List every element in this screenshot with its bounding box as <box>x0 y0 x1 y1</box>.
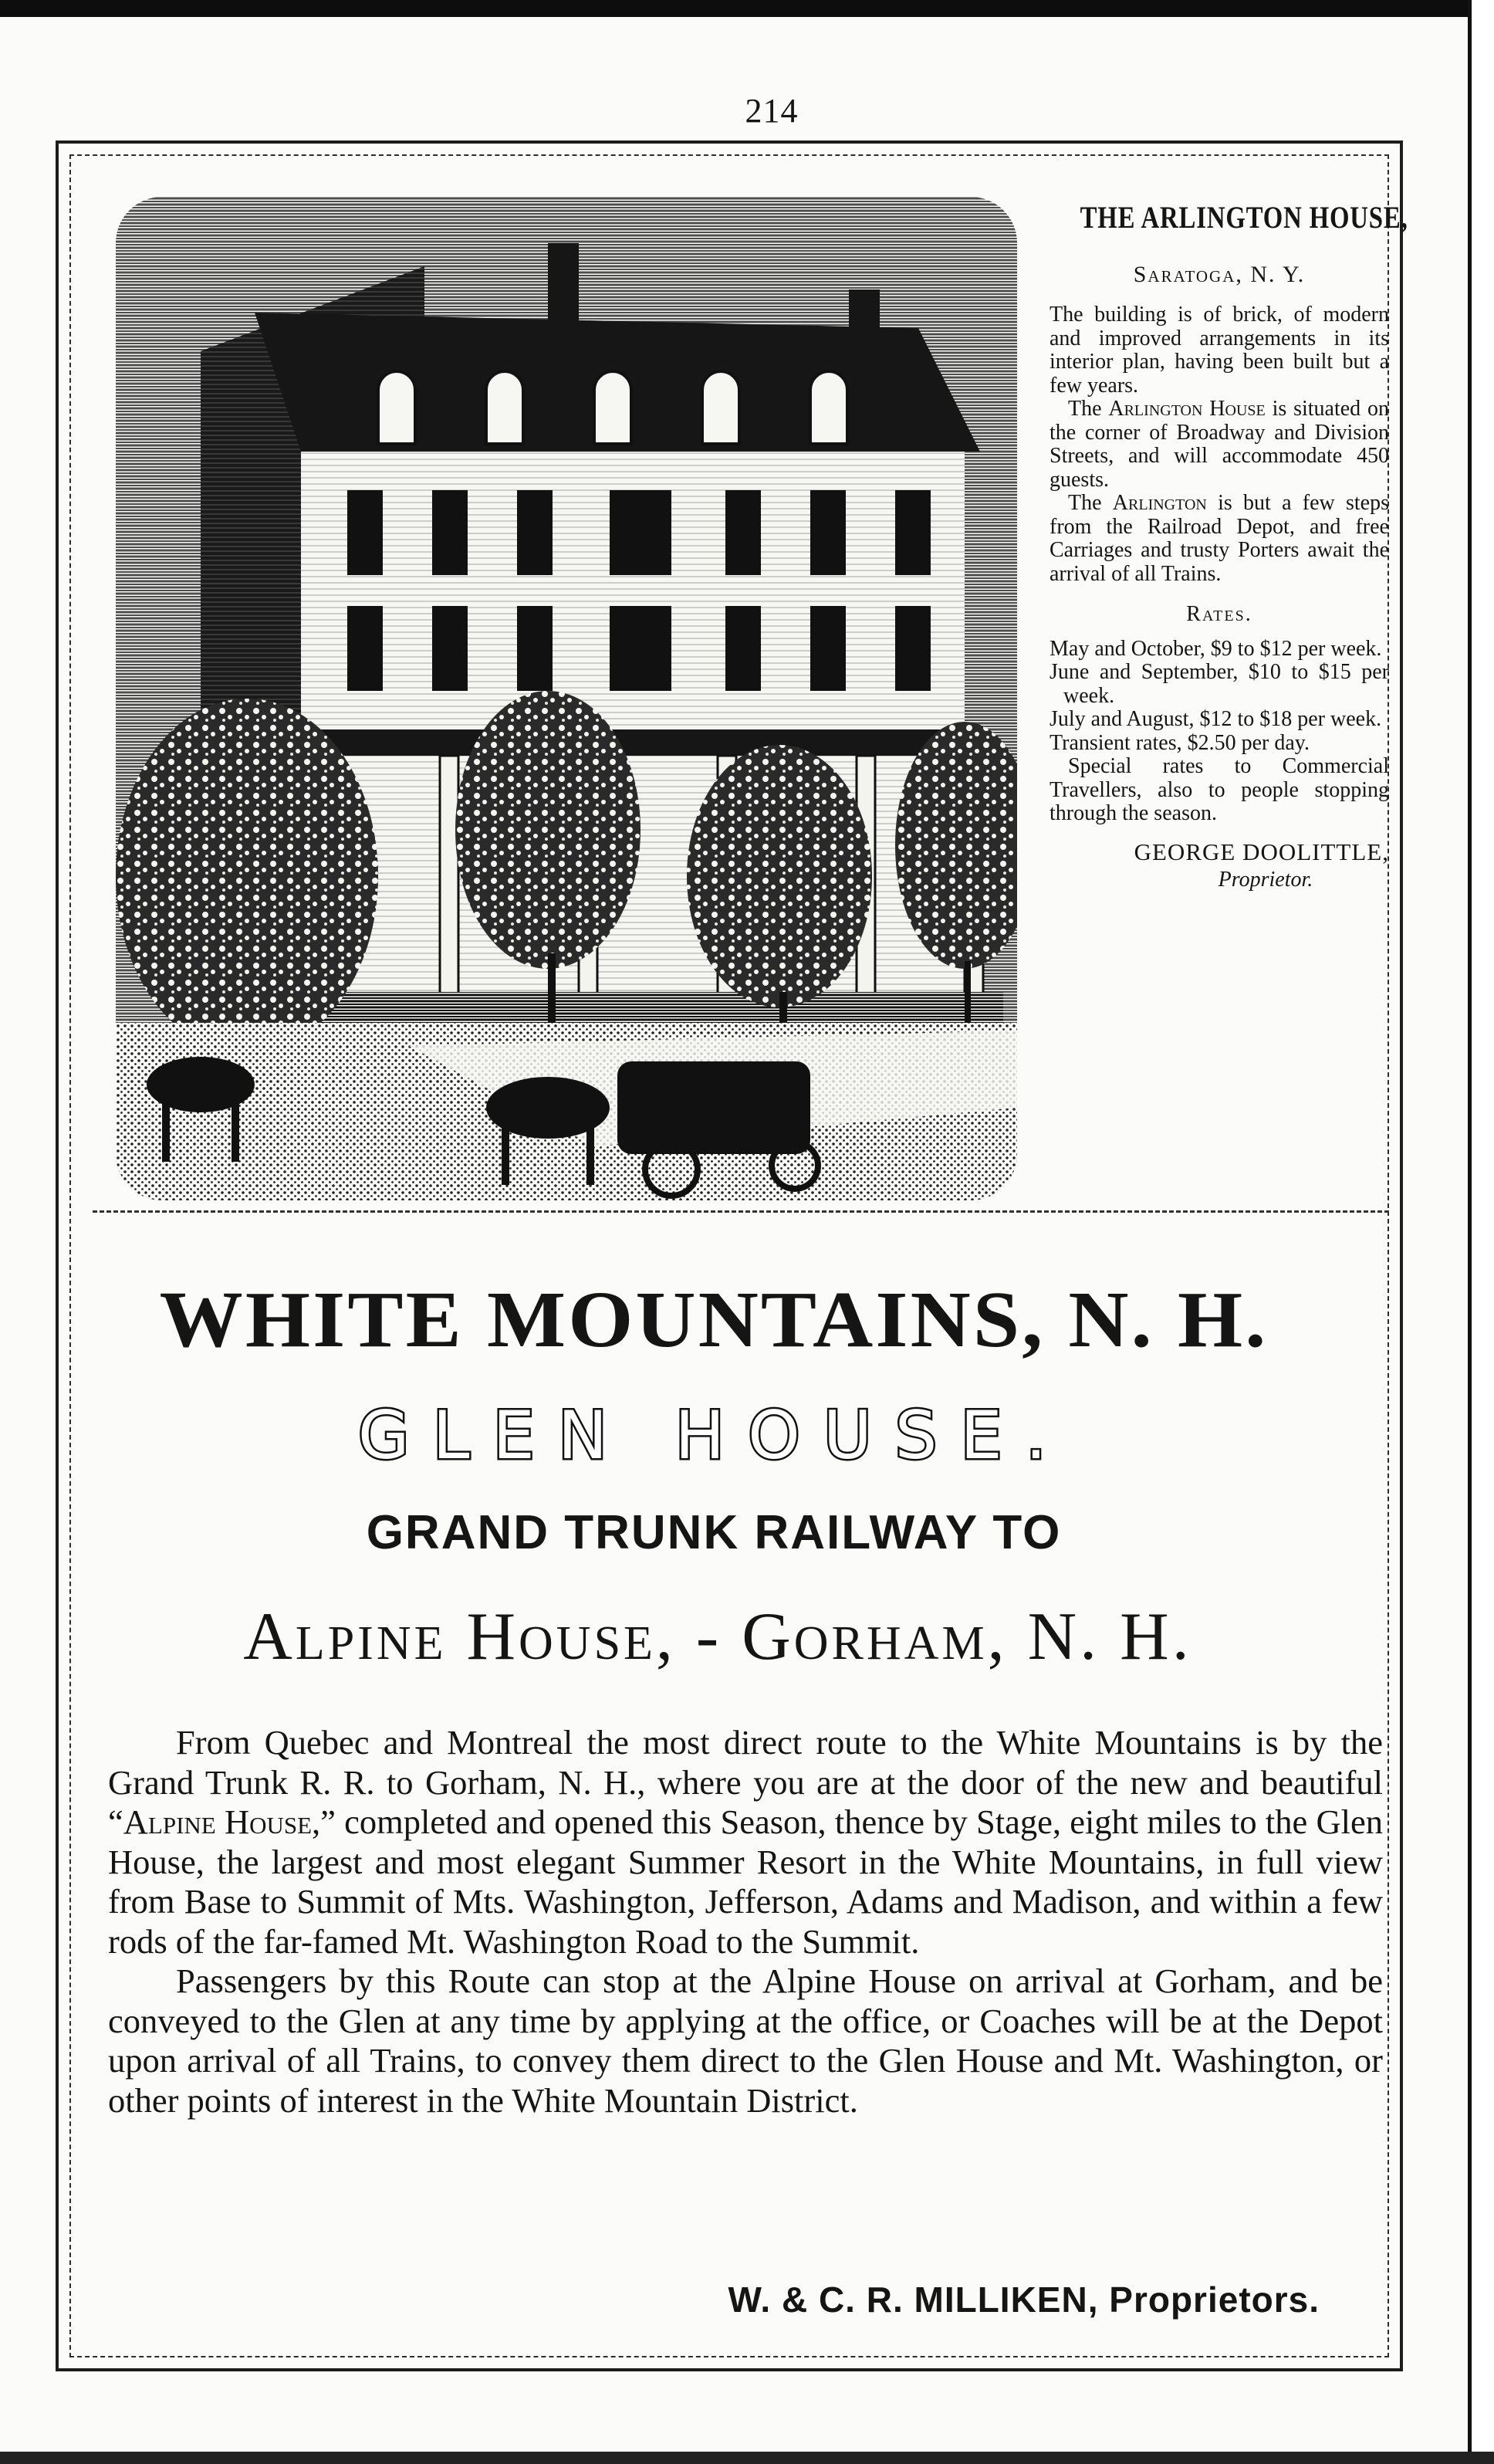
arlington-location: Saratoga, N. Y. <box>1133 262 1306 287</box>
glen-paragraph-2: Passengers by this Route can stop at the Alpine House on arrival at Gorham, and be conveyed to the Glen at any time by applying at the office, or Coaches will be at the Depot upon arrival of all Trains, to convey them direct to the Glen House and Mt. Washington, or other points of interest in the White Mountain District. <box>108 1961 1383 2120</box>
glen-paragraph-1 <box>108 1723 1383 1961</box>
rate-item: Transient rates, $2.50 per day. <box>1050 730 1310 755</box>
text-run: is situated on the corner of Broadway and Division Streets, and will accommodate 450 guests. <box>1050 397 1390 492</box>
arlington-paragraph-3 <box>1050 492 1389 586</box>
hotel-name: Arlington House <box>1108 397 1266 421</box>
special-rates: Special rates to Commercial Travellers, also to people stopping through the season. <box>1050 754 1389 825</box>
alpine-house-heading: Alpine House, - Gorham, N. H. <box>243 1599 1192 1674</box>
glen-house-description <box>108 1723 1383 2120</box>
rate-item: July and August, $12 to $18 per week. <box>1050 707 1382 731</box>
section-divider <box>93 1210 1389 1213</box>
bottom-edge-rule <box>0 2452 1494 2464</box>
top-edge-rule <box>0 0 1494 17</box>
adjacent-page-edge <box>1468 0 1494 2464</box>
text-run: The <box>1068 397 1109 421</box>
page-number: 214 <box>745 92 799 130</box>
white-mountains-heading: WHITE MOUNTAINS, N. H. <box>159 1275 1269 1364</box>
arlington-house-column <box>1050 199 1408 892</box>
arlington-proprietor-role: Proprietor. <box>1218 867 1313 892</box>
glen-proprietors: W. & C. R. MILLIKEN, Proprietors. <box>728 2280 1320 2320</box>
arlington-paragraph-2 <box>1050 398 1389 492</box>
hotel-illustration <box>116 197 1017 1200</box>
text-run: The <box>1068 491 1113 515</box>
arlington-description <box>1050 303 1389 826</box>
hotel-name: Arlington <box>1112 491 1207 515</box>
glen-house-heading: GLEN HOUSE. <box>357 1397 1070 1474</box>
arlington-proprietor: GEORGE DOOLITTLE, <box>1134 838 1389 865</box>
text-run: From Quebec and Montreal the most direct route to the White Mountains is by the Grand Trunk R. R. to Gorham, N. H., where you are at the door of the new and beautiful “ <box>108 1723 1383 1841</box>
hotel-name: Alpine House, <box>123 1802 321 1841</box>
arlington-house-engraving <box>116 197 1017 1200</box>
arlington-title: THE ARLINGTON HOUSE, <box>1080 200 1408 235</box>
grand-trunk-heading: GRAND TRUNK RAILWAY TO <box>366 1506 1062 1559</box>
rate-item: June and September, $10 to $15 per week. <box>1050 660 1389 708</box>
rates-heading: Rates. <box>1186 602 1252 626</box>
arlington-paragraph-1: The building is of brick, of modern and improved arrangements in its interior plan, having been built but a few years. <box>1050 303 1389 398</box>
text-run: is but a few steps from the Railroad Depot, and free Carriages and trusty Porters await the arrival of all Trains. <box>1050 491 1390 586</box>
rate-item: May and October, $9 to $12 per week. <box>1050 636 1382 661</box>
text-run: ” completed and opened this Season, thence by Stage, eight miles to the Glen House, the largest and most elegant Summer Resort in the White Mountains, in full view from Base to Summit of Mts. Washington, Jefferson, Adams and Madison, and within a few rods of the far-famed Mt. Washington Road to the Summit. <box>108 1802 1383 1961</box>
